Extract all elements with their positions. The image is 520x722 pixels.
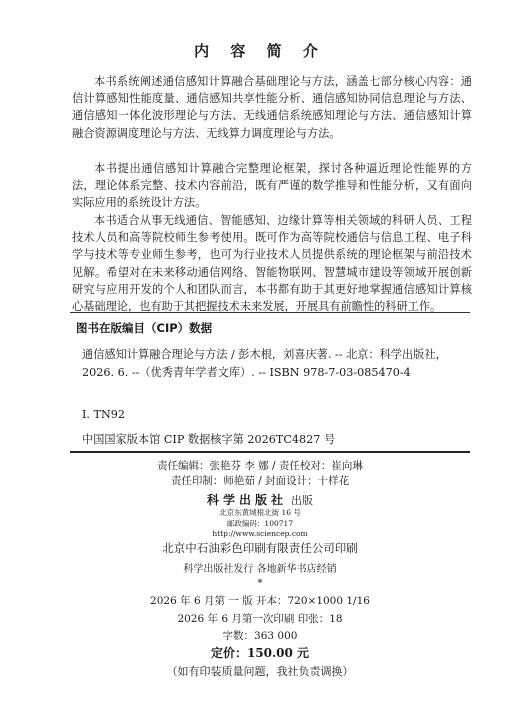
- cip-number: 中国国家版本馆 CIP 数据核字第 2026TC4827 号: [82, 433, 336, 446]
- price: 定价：150.00 元: [210, 646, 310, 660]
- separator-mark: *: [257, 578, 263, 589]
- publisher-logo: 科学出版社: [206, 493, 287, 507]
- publisher-website: http://www.sciencep.com: [212, 529, 308, 538]
- cip-top-rule: [70, 312, 470, 313]
- printer-line: 北京中石油彩色印刷有限责任公司印刷: [162, 541, 358, 555]
- production-credits: 责任印制：师艳茹 / 封面设计：十样花: [170, 475, 350, 487]
- distribution-line: 科学出版社发行 各地新华书店经销: [183, 564, 337, 575]
- publisher-suffix: 出版: [291, 494, 313, 507]
- publisher-address: 北京东黄城根北街 16 号: [219, 508, 301, 517]
- edition-line-2: 2026 年 6 月第一次印刷 印张：18: [177, 613, 343, 625]
- publisher-line: [0, 489, 520, 508]
- summary-paragraph-1: 本书系统阐述通信感知计算融合基础理论与方法，涵盖七部分核心内容：通信计算感知性能度量、通信感知共享性能分析、通信感知协同信息理论与方法、通信感知一体化波形理论与方法、无线通信系统感知理论与方法、通信感知计算融合资源调度理论与方法、无线算力调度理论与方法。: [72, 75, 472, 140]
- editor-credits: 责任编辑：张艳芬 李 娜 / 责任校对：崔向琳: [157, 460, 363, 472]
- cip-record: 通信感知计算融合理论与方法 / 彭木根，刘喜庆著. -- 北京：科学出版社，2026. 6. --（优秀青年学者文库）. -- ISBN 978-7-03-085470-4: [82, 348, 447, 379]
- cip-heading: 图书在版编目（CIP）数据: [76, 321, 213, 335]
- cip-bottom-rule: [70, 451, 470, 453]
- publisher-postcode: 邮政编码：100717: [226, 519, 294, 528]
- cip-classification: Ⅰ. TN92: [82, 408, 126, 421]
- edition-line-3: 字数：363 000: [222, 630, 298, 642]
- summary-paragraph-3: 本书适合从事无线通信、智能感知、边缘计算等相关领域的科研人员、工程技术人员和高等院校师生参考使用。既可作为高等院校通信与信息工程、电子科学与技术等专业师生参考，也可为行业技术人员提供系统的理论框架与前沿技术见解。希望对在未来移动通信网络、智能物联网、智慧城市建设等领域开展创新研究与应用开发的个人和团队而言，本书都有助于其更好地掌握通信感知计算核心基础理论，也有助于其把握技术未来发展，开展具有前瞻性的科研工作。: [72, 214, 472, 314]
- page-title: 内 容 简 介: [194, 42, 326, 60]
- quality-note: （如有印装质量问题，我社负责调换）: [166, 665, 354, 678]
- summary-paragraph-2: 本书提出通信感知计算融合完整理论框架，探讨各种逼近理论性能界的方法，理论体系完整、技术内容前沿，既有严谨的数学推导和性能分析，又有面向实际应用的系统设计方法。: [72, 162, 472, 210]
- edition-line-1: 2026 年 6 月第 一 版 开本：720×1000 1/16: [150, 595, 370, 607]
